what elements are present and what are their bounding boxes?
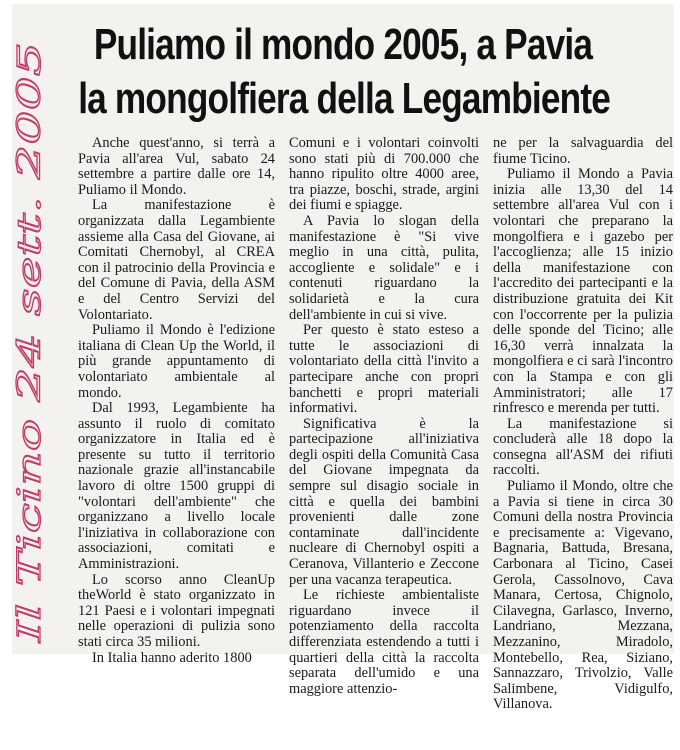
paragraph: Puliamo il Mondo a Pavia inizia alle 13,30 del 14 settembre all'area Vul con i volontari che preparano la mongolfiera e i gazebo per l'accoglienza; alle 15 inizio della manifestazione con l'accredito dei partecipanti e la distribuzione gratuita dei Kit con l'occorrente per la pulizia delle sponde del Ticino; alle 16,30 verrà innalzata la mongolfiera e ci sarà l'incontro con la Stampa e con gli Amministratori; alle 17 rinfresco e merenda per tutti. [493, 166, 673, 417]
article-column-2 [289, 136, 479, 697]
paragraph: Le richieste ambientaliste riguardano invece il potenziamento della raccolta differenziata estendendo a tutti i quartieri della città la raccolta separata dell'umido e una maggiore attenzio- [289, 587, 479, 697]
article-column-3 [493, 136, 673, 713]
headline-line-2: la mongolfiera della Legambiente [78, 74, 611, 123]
paragraph: Anche quest'anno, si terrà a Pavia all'area Vul, sabato 24 settembre a partire dalle ore 14, Puliamo il Mondo. [78, 135, 275, 198]
paragraph: Dal 1993, Legambiente ha assunto il ruolo di comitato organizzatore in Italia ed è presente su tutto il territorio nazionale grazie all'instancabile lavoro di oltre 1500 gruppi di "volontari dell'ambiente" che organizzano a livello locale l'iniziativa in collaborazione con associazioni, comitati e Amministrazioni. [78, 400, 275, 573]
handwritten-source-note [8, 38, 50, 648]
paragraph: ne per la salvaguardia del fiume Ticino. [493, 135, 673, 167]
paragraph: Puliamo il Mondo, oltre che a Pavia si tiene in circa 30 Comuni della nostra Provincia e precisamente a: Vigevano, Bagnaria, Battuda, Bresana, Carbonara al Ticino, Casei Gerola, Cassolnovo, Cava Manara, Certosa, Chignolo, Cilavegna, Garlasco, Inverno, Landriano, Mezzana, Mezzanino, Miradolo, Montebello, Rea, Siziano, Sannazzaro, Trivolzio, Valle Salimbene, Vidigulfo, Villanova. [493, 478, 673, 713]
paragraph: Per questo è stato esteso a tutte le associazioni di volontariato della città l'invito a partecipare anche con propri banchetti e propri materiali informativi. [289, 322, 479, 417]
paragraph: Comuni e i volontari coinvolti sono stati più di 700.000 che hanno ripulito oltre 4000 aree, tra piazze, boschi, strade, argini dei fiumi e spiagge. [289, 135, 479, 214]
handwritten-note-text: Il Ticino 24 sett. 2005 [10, 285, 48, 642]
article-column-1 [78, 136, 275, 666]
headline-line-1: Puliamo il mondo 2005, a Pavia [93, 20, 593, 69]
paragraph: Puliamo il Mondo è l'edizione italiana di Clean Up the World, il più grande appuntamento di volontariato ambientale al mondo. [78, 322, 275, 401]
paragraph: La manifestazione è organizzata dalla Legambiente assieme alla Casa del Giovane, ai Comitati Chernobyl, al CREA con il patrocinio della Provincia e del Comune di Pavia, della ASM e del Centro Servizi del Volontariato. [78, 197, 275, 323]
paragraph: A Pavia lo slogan della manifestazione è "Si vive meglio in una città, pulita, accogliente e solidale" e i contenuti riguardano la solidarietà e la cura dell'ambiente in cui si vive. [289, 212, 479, 323]
newspaper-clipping [12, 4, 674, 713]
paragraph: Significativa è la partecipazione all'iniziativa degli ospiti della Comunità Casa del Giovane impegnata da sempre sul disagio sociale in città e quella dei bambini provenienti dalle zone contaminate dall'incidente nucleare di Chernobyl ospiti a Ceranova, Villanterio e Zeccone per una vacanza terapeutica. [289, 415, 479, 588]
paragraph: In Italia hanno aderito 1800 [92, 649, 252, 666]
paragraph: La manifestazione si concluderà alle 18 dopo la consegna all'ASM dei rifiuti raccolti. [493, 415, 673, 479]
paragraph: Lo scorso anno CleanUp theWorld è stato organizzato in 121 Paesi e i volontari impegnati nelle operazioni di pulizia sono stati circa 35 milioni. [78, 571, 275, 650]
